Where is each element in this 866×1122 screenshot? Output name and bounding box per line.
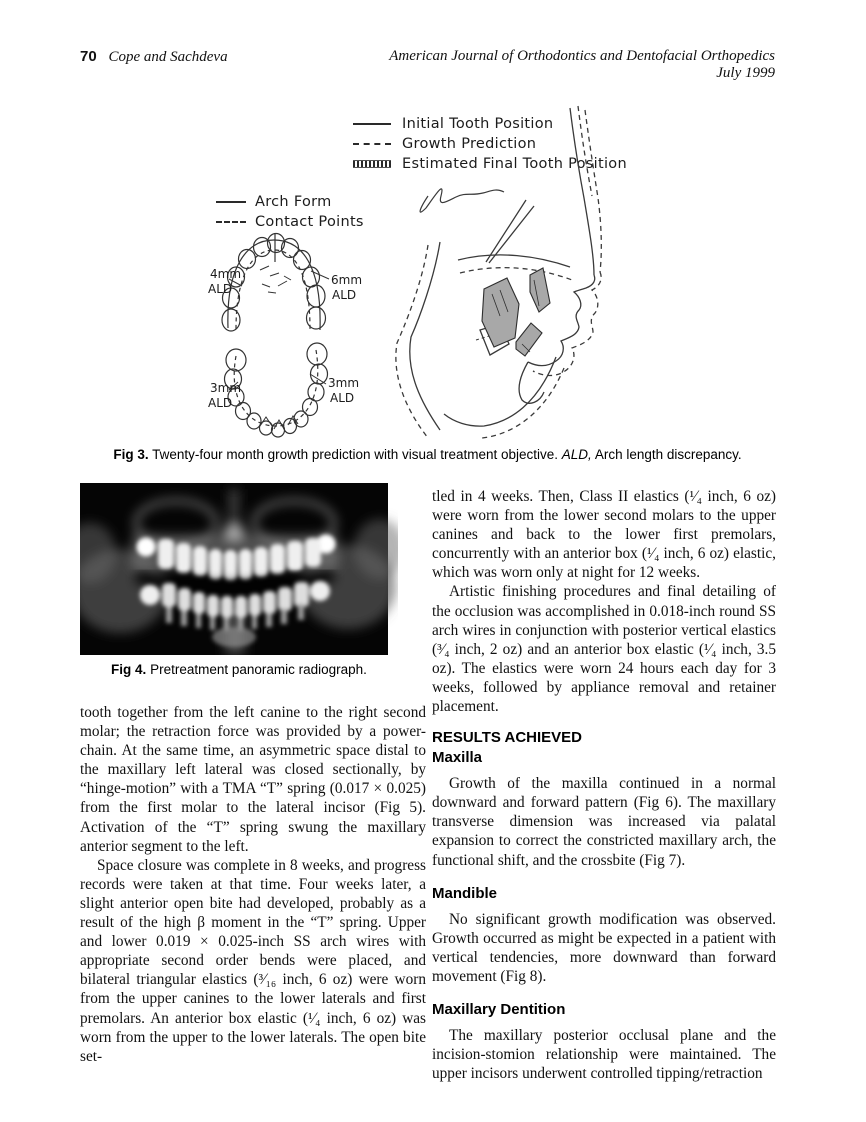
lower-arch-drawing bbox=[198, 338, 393, 450]
lower-arch-left-label-ald: ALD bbox=[208, 396, 233, 410]
lower-arch-right-label-ald: ALD bbox=[330, 391, 355, 405]
paragraph: Artistic finishing procedures and final detailing of the occlusion was accomplished in 0.018-inch round SS arch wires in conjunction with posterior vertical elastics (³⁄₄ inch, 2 oz) and an anterior box elastic (¹⁄₄ inch, 3.5 oz). The elastics were worn 24 hours each day for 3 weeks, followed by appliance removal and retainer placement. bbox=[432, 583, 776, 716]
paragraph: Growth of the maxilla continued in a normal downward and forward pattern (Fig 6). The maxillary transverse dimension was increased via palatal expansion to correct the constricted maxillary arch, the functional shift, and the crossbite (Fig 7). bbox=[432, 775, 776, 869]
legend-item-contact-points bbox=[216, 212, 364, 232]
section-heading-results-achieved: RESULTS ACHIEVED bbox=[432, 729, 583, 747]
figure-3-caption bbox=[80, 447, 775, 463]
upper-arch-drawing bbox=[198, 232, 393, 344]
cephalometric-tracing bbox=[388, 104, 696, 444]
legend-label: Estimated Final Tooth Position bbox=[402, 156, 627, 172]
figure-3-caption-ald: ALD, bbox=[561, 447, 592, 462]
arch-legend bbox=[216, 192, 364, 232]
figure-4 bbox=[80, 483, 398, 655]
paragraph: tooth together from the left canine to the right second molar; the retraction force was provided by a power-chain. At the same time, an asymmetric space distal to the maxillary left lateral was closed sectionally, by “hinge-motion” with a TMA “T” spring (0.017 × 0.025) from the first molar to the lateral incisor (Fig 5). Activation of the “T” spring swung the maxillary anterior segment to the left. bbox=[80, 704, 426, 855]
panoramic-radiograph-image bbox=[80, 483, 398, 655]
paragraph: No significant growth modification was observed. Growth occurred as might be expected in a patient with vertical tendencies, more downward than forward movement (Fig 8). bbox=[432, 910, 776, 985]
authors: Cope and Sachdeva bbox=[108, 49, 228, 65]
paragraph: Space closure was complete in 8 weeks, and progress records were taken at that time. Four weeks later, a slight anterior open bite had developed, probably as a result of the high β moment in the “T” spring. Upper and lower 0.019 × 0.025-inch SS arch wires with appropriate second order bends were placed, and bilateral triangular elastics (³⁄₁₆ inch, 6 oz) were worn from the upper canines to the lower laterals and first premolars. An anterior box elastic (¹⁄₄ inch, 6 oz) was worn from the upper to the lower laterals. The open bite set- bbox=[80, 856, 426, 1065]
figure-3-caption-tail: Arch length discrepancy. bbox=[591, 447, 742, 462]
hatched-bar-marker bbox=[353, 160, 391, 168]
upper-arch-left-label-value: 4mm bbox=[210, 267, 242, 281]
page-number: 70 bbox=[80, 48, 97, 65]
figure-3-label: Fig 3. bbox=[113, 447, 149, 462]
solid-line-marker bbox=[353, 123, 391, 125]
upper-arch-right-label-value: 6mm bbox=[331, 273, 363, 287]
legend-label: Initial Tooth Position bbox=[402, 116, 554, 132]
running-head-left bbox=[80, 48, 228, 66]
figure-4-label: Fig 4. bbox=[111, 662, 147, 677]
figure-3-caption-text: Twenty-four month growth prediction with visual treatment objective. bbox=[148, 447, 562, 462]
running-head-right bbox=[389, 48, 775, 82]
upper-arch-right-label-ald: ALD bbox=[332, 288, 357, 302]
figure-3 bbox=[80, 100, 720, 448]
legend-label: Arch Form bbox=[255, 194, 332, 210]
solid-line-marker bbox=[216, 201, 246, 203]
legend-item-arch-form bbox=[216, 192, 364, 212]
lower-arch-right-label-value: 3mm bbox=[328, 376, 360, 390]
paragraph: tled in 4 weeks. Then, Class II elastics (¹⁄₄ inch, 6 oz) were worn from the lower second molars to the upper canines and back to the lower first premolars, concurrently with an anterior box (¹⁄₄ inch, 6 oz) elastic, which was worn only at night for 12 weeks. bbox=[432, 488, 776, 582]
paragraph: The maxillary posterior occlusal plane and the incision-stomion relationship were maintained. The upper incisors underwent controlled tipping/retraction bbox=[432, 1026, 776, 1083]
figure-4-caption bbox=[80, 662, 398, 678]
journal-title: American Journal of Orthodontics and Dentofacial Orthopedics bbox=[389, 48, 775, 64]
legend-label: Contact Points bbox=[255, 214, 364, 230]
subsection-heading-mandible: Mandible bbox=[432, 884, 498, 902]
upper-arch-left-label-ald: ALD bbox=[208, 282, 233, 296]
dashed-line-marker bbox=[216, 221, 246, 223]
left-column bbox=[80, 703, 426, 1066]
figure-4-caption-text: Pretreatment panoramic radiograph. bbox=[146, 662, 367, 677]
right-column bbox=[432, 487, 776, 1083]
dashed-line-marker bbox=[353, 143, 391, 145]
issue-date: July 1999 bbox=[716, 65, 775, 81]
legend-label: Growth Prediction bbox=[402, 136, 537, 152]
subsection-heading-maxilla: Maxilla bbox=[432, 749, 483, 767]
lower-arch-left-label-value: 3mm bbox=[210, 381, 242, 395]
running-head bbox=[80, 48, 775, 82]
subsection-heading-maxillary-dentition: Maxillary Dentition bbox=[432, 1000, 566, 1018]
